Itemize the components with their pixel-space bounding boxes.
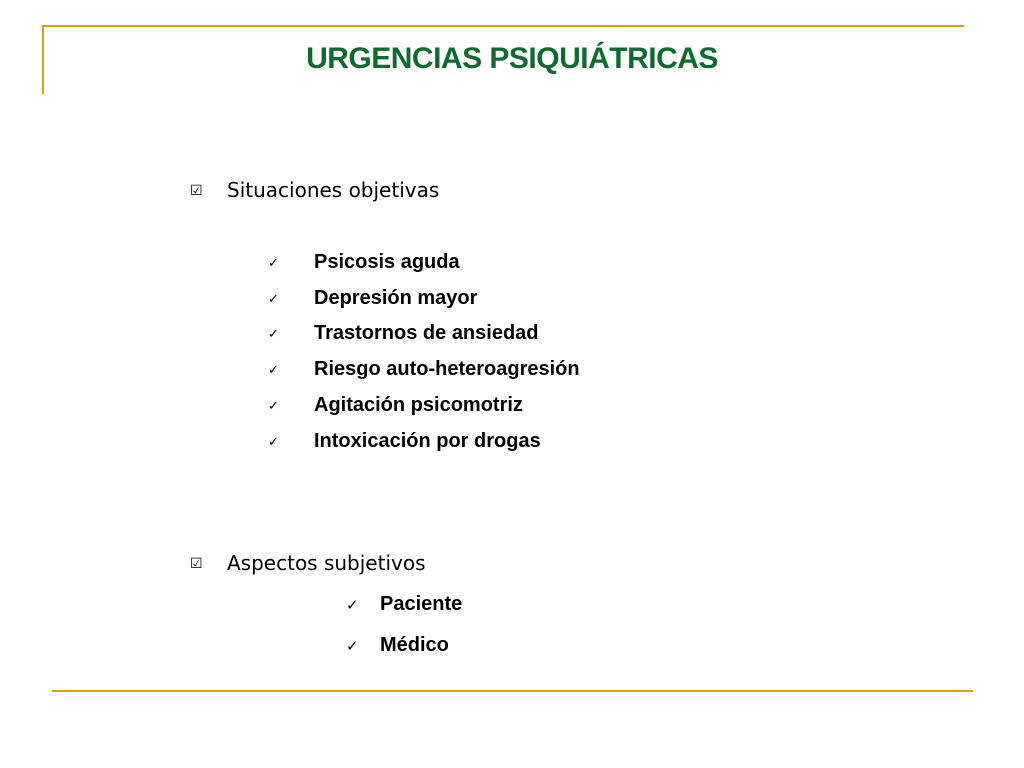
- list-item-label: Depresión mayor: [314, 287, 478, 309]
- frame-bottom-border: [52, 690, 973, 692]
- checkmark-icon: ✓: [268, 397, 279, 413]
- checkmark-icon: ✓: [346, 637, 359, 655]
- list-item-label: Riesgo auto-heteroagresión: [314, 358, 580, 380]
- checkmark-icon: ✓: [268, 325, 279, 341]
- slide-title: URGENCIAS PSIQUIÁTRICAS: [306, 42, 718, 75]
- checkmark-icon: ✓: [268, 254, 279, 270]
- list-item: [346, 593, 462, 616]
- list-item-label: Agitación psicomotriz: [314, 394, 523, 416]
- list-item-label: Psicosis aguda: [314, 251, 460, 273]
- checkmark-icon: ✓: [268, 361, 279, 377]
- list-item: [268, 358, 580, 381]
- frame-top-border: [42, 25, 964, 27]
- checkmark-icon: ✓: [268, 290, 279, 306]
- list-item-label: Paciente: [380, 593, 463, 615]
- list-item: [268, 251, 460, 274]
- list-item: [268, 394, 523, 417]
- section-aspectos-subjetivos: [190, 551, 426, 575]
- checkmark-icon: ✓: [268, 433, 279, 449]
- list-item: [268, 287, 477, 310]
- list-item: [268, 430, 541, 453]
- checked-box-icon: ☑: [190, 555, 203, 571]
- list-item-label: Médico: [380, 634, 449, 656]
- list-item: [346, 634, 449, 657]
- list-item-label: Trastornos de ansiedad: [314, 322, 539, 344]
- section-situaciones-objetivas: [190, 178, 439, 202]
- checked-box-icon: ☑: [190, 182, 203, 198]
- section-label: Situaciones objetivas: [227, 178, 440, 202]
- list-item-label: Intoxicación por drogas: [314, 430, 541, 452]
- list-item: [268, 322, 539, 345]
- section-label: Aspectos subjetivos: [227, 551, 426, 575]
- checkmark-icon: ✓: [346, 596, 359, 614]
